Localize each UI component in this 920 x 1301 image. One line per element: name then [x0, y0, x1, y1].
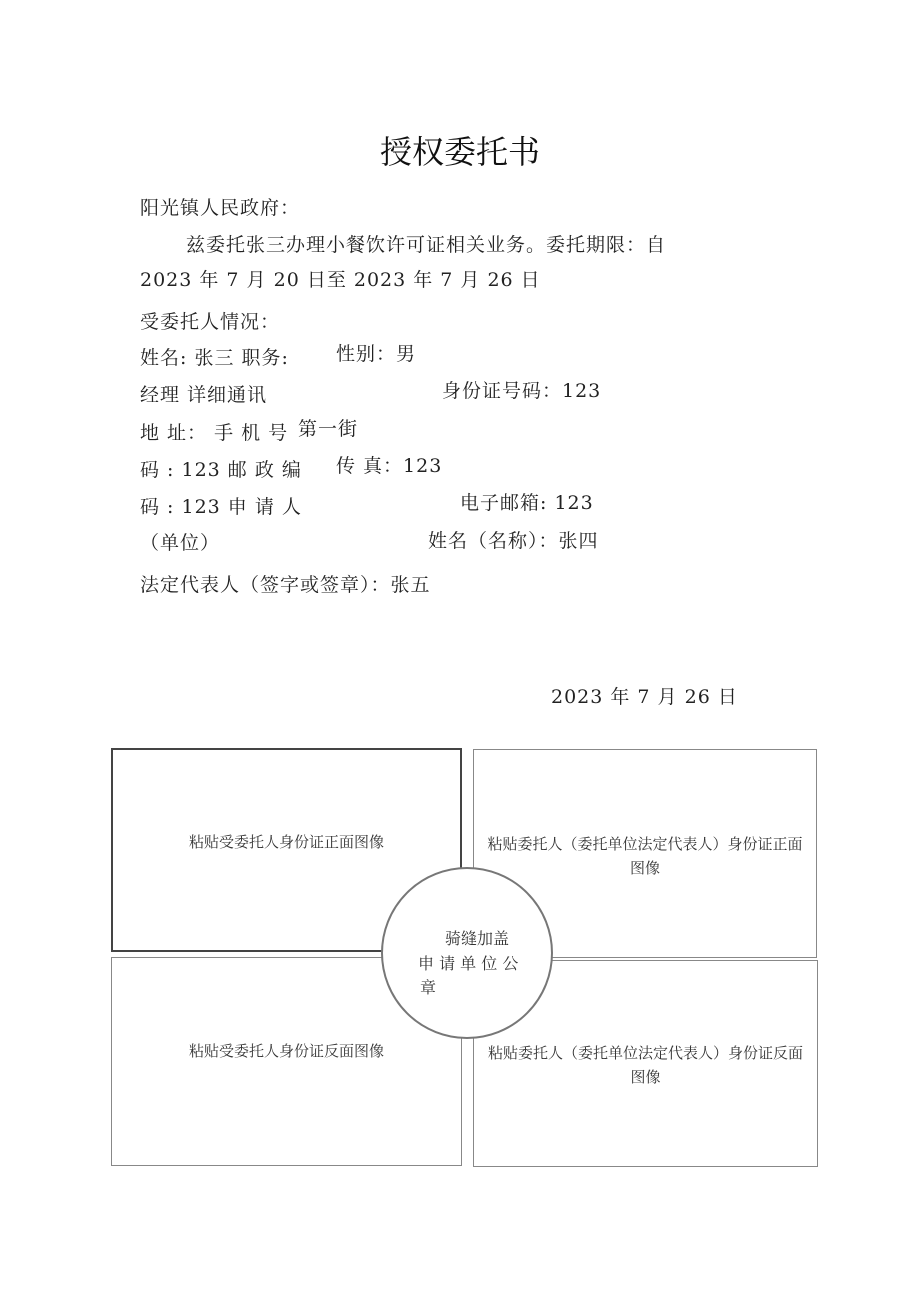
id-back-delegator-label: 粘贴委托人（委托单位法定代表人）身份证反面图像	[487, 1044, 803, 1086]
field-fax: 传 真：123	[336, 455, 443, 477]
field-position-address: 经理 详细通讯	[140, 384, 268, 406]
addressee: 阳光镇人民政府：	[140, 197, 301, 219]
field-name-position: 姓名: 张三 职务:	[140, 347, 289, 369]
field-address-mobile: 地 址： 手 机 号	[140, 422, 289, 444]
body-line-2: 2023 年 7 月 20 日至 2023 年 7 月 26 日	[140, 269, 541, 291]
field-mobile-postal: 码 : 123 邮 政 编	[140, 459, 302, 481]
field-id-number: 身份证号码：123	[442, 380, 602, 402]
seal-circle	[381, 867, 553, 1039]
body-line-1: 兹委托张三办理小餐饮许可证相关业务。委托期限：自	[186, 234, 667, 256]
field-email: 电子邮箱: 123	[460, 492, 594, 514]
id-back-trustee-label: 粘贴受委托人身份证反面图像	[188, 1042, 384, 1060]
document-date: 2023 年 7 月 26 日	[551, 686, 738, 708]
field-gender: 性别：男	[336, 343, 417, 365]
field-applicant-name: 姓名（名称）：张四	[428, 530, 599, 552]
field-legal-representative: 法定代表人（签字或签章）：张五	[140, 574, 431, 596]
field-postal-applicant: 码 : 123 申 请 人	[140, 496, 302, 518]
field-address-value: 第一街	[298, 418, 359, 440]
id-front-trustee-label: 粘贴受委托人身份证正面图像	[188, 833, 384, 851]
trustee-heading: 受委托人情况：	[140, 311, 281, 333]
seal-text-line-3: 章	[420, 978, 437, 997]
seal-text-line-1: 骑缝加盖	[445, 929, 510, 948]
seal-text-line-2: 申 请 单 位 公	[418, 954, 519, 973]
field-unit: （单位）	[140, 532, 221, 554]
page-title: 授权委托书	[379, 133, 540, 171]
id-front-delegator-label: 粘贴委托人（委托单位法定代表人）身份证正面图像	[487, 835, 803, 877]
